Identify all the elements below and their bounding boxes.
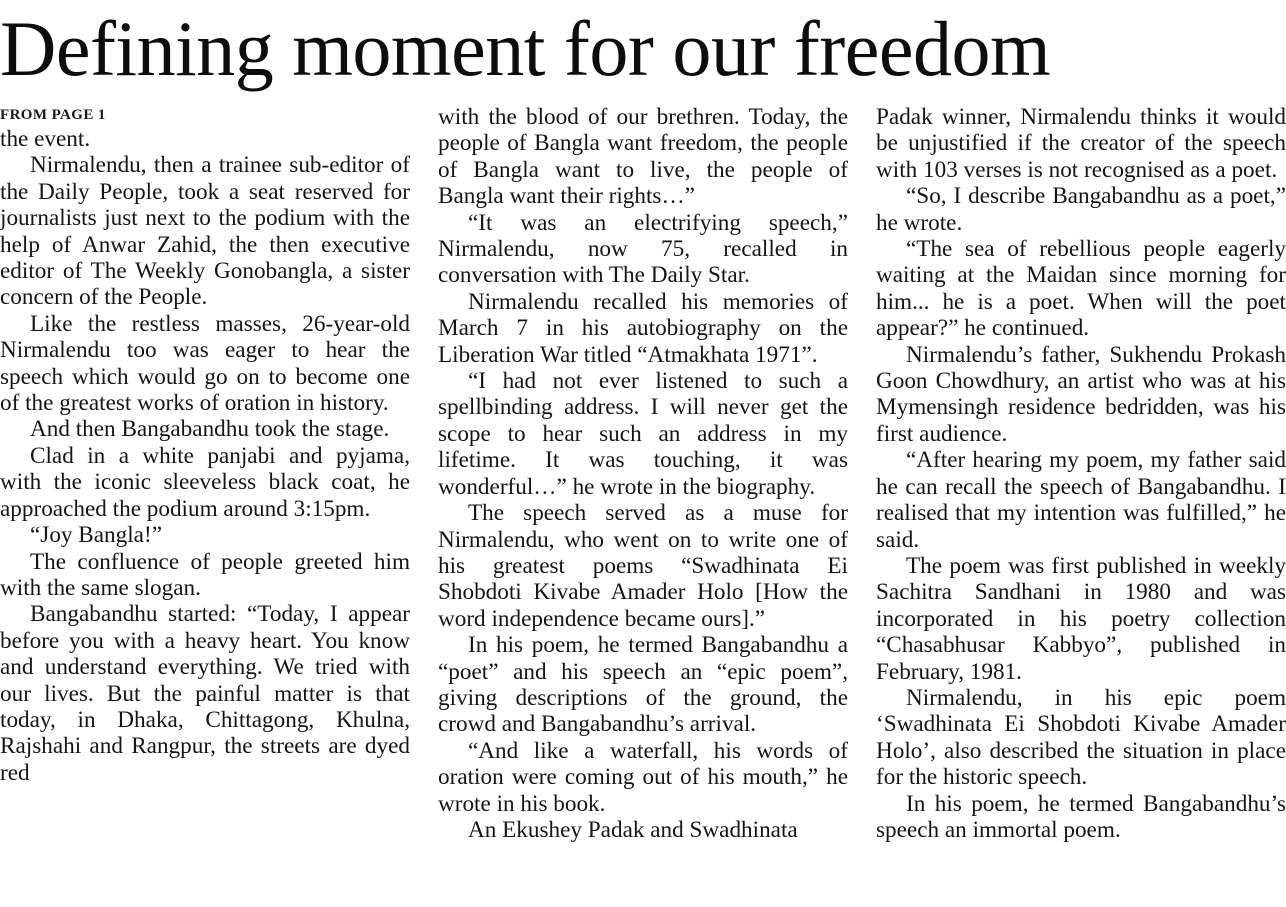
paragraph: And then Bangabandhu took the stage. <box>30 416 390 443</box>
paragraph: “Joy Bangla!” <box>30 522 162 549</box>
article-column-3 <box>876 104 1286 843</box>
article-headline: Defining moment for our freedom <box>0 5 1051 92</box>
paragraph: Clad in a white panjabi and pyjama, with the iconic sleeveless black coat, he approached the podium around 3:15pm. <box>0 442 410 522</box>
paragraph: “After hearing my poem, my father said he can recall the speech of Bangabandhu. I realised that my intention was fulfilled,” he said. <box>876 447 1286 553</box>
paragraph: The speech served as a muse for Nirmalendu, who went on to write one of his greatest poems “Swadhinata Ei Shobdoti Kivabe Amader Holo [How the word independence became ours].” <box>438 500 848 632</box>
paragraph: “I had not ever listened to such a spellbinding address. I will never get the scope to hear such an address in my lifetime. It was touching, it was wonderful…” he wrote in the biography. <box>438 368 848 500</box>
paragraph: In his poem, he termed Bangabandhu a “poet” and his speech an “epic poem”, giving descriptions of the ground, the crowd and Bangabandhu’s arrival. <box>438 632 848 738</box>
paragraph: with the blood of our brethren. Today, the people of Bangla want freedom, the people of Bangla want to live, the people of Bangla want their rights…” <box>438 104 848 210</box>
paragraph: Nirmalendu, then a trainee sub-editor of the Daily People, took a seat reserved for journalists just next to the podium with the help of Anwar Zahid, the then executive editor of The Weekly Gonobangla, a sister concern of the People. <box>0 152 410 311</box>
paragraph: “And like a waterfall, his words of oration were coming out of his mouth,” he wrote in his book. <box>438 737 848 817</box>
paragraph: Bangabandhu started: “Today, I appear before you with a heavy heart. You know and understand everything. We tried with our lives. But the painful matter is that today, in Dhaka, Chittagong, Khulna, Rajshahi and Rangpur, the streets are dyed red <box>0 601 410 786</box>
article-column-2 <box>438 104 848 843</box>
paragraph: The poem was first published in weekly Sachitra Sandhani in 1980 and was incorporated in his poetry collection “Chasabhusar Kabbyo”, published in February, 1981. <box>876 552 1286 685</box>
paragraph: “The sea of rebellious people eagerly waiting at the Maidan since morning for him... he is a poet. When will the poet appear?” he continued. <box>876 236 1286 342</box>
paragraph: “So, I describe Bangabandhu as a poet,” he wrote. <box>876 183 1286 236</box>
paragraph: In his poem, he termed Bangabandhu’s speech an immortal poem. <box>876 790 1286 843</box>
paragraph: An Ekushey Padak and Swadhinata <box>468 816 798 843</box>
continuation-kicker: FROM PAGE 1 <box>0 107 106 123</box>
article-column-1 <box>0 104 410 786</box>
paragraph: Padak winner, Nirmalendu thinks it would be unjustified if the creator of the speech with 103 verses is not recognised as a poet. <box>876 104 1286 183</box>
paragraph: “It was an electrifying speech,” Nirmalendu, now 75, recalled in conversation with The Daily Star. <box>438 209 848 289</box>
paragraph: Nirmalendu, in his epic poem ‘Swadhinata Ei Shobdoti Kivabe Amader Holo’, also described the situation in place for the historic speech. <box>876 684 1286 791</box>
paragraph: Like the restless masses, 26-year-old Nirmalendu too was eager to hear the speech which would go on to become one of the greatest works of oration in history. <box>0 310 410 417</box>
paragraph: The confluence of people greeted him with the same slogan. <box>0 548 410 601</box>
paragraph: the event. <box>0 126 91 152</box>
paragraph: Nirmalendu recalled his memories of March 7 in his autobiography on the Liberation War titled “Atmakhata 1971”. <box>438 288 848 368</box>
paragraph: Nirmalendu’s father, Sukhendu Prokash Goon Chowdhury, an artist who was at his Mymensingh residence bedridden, was his first audience. <box>876 341 1286 447</box>
